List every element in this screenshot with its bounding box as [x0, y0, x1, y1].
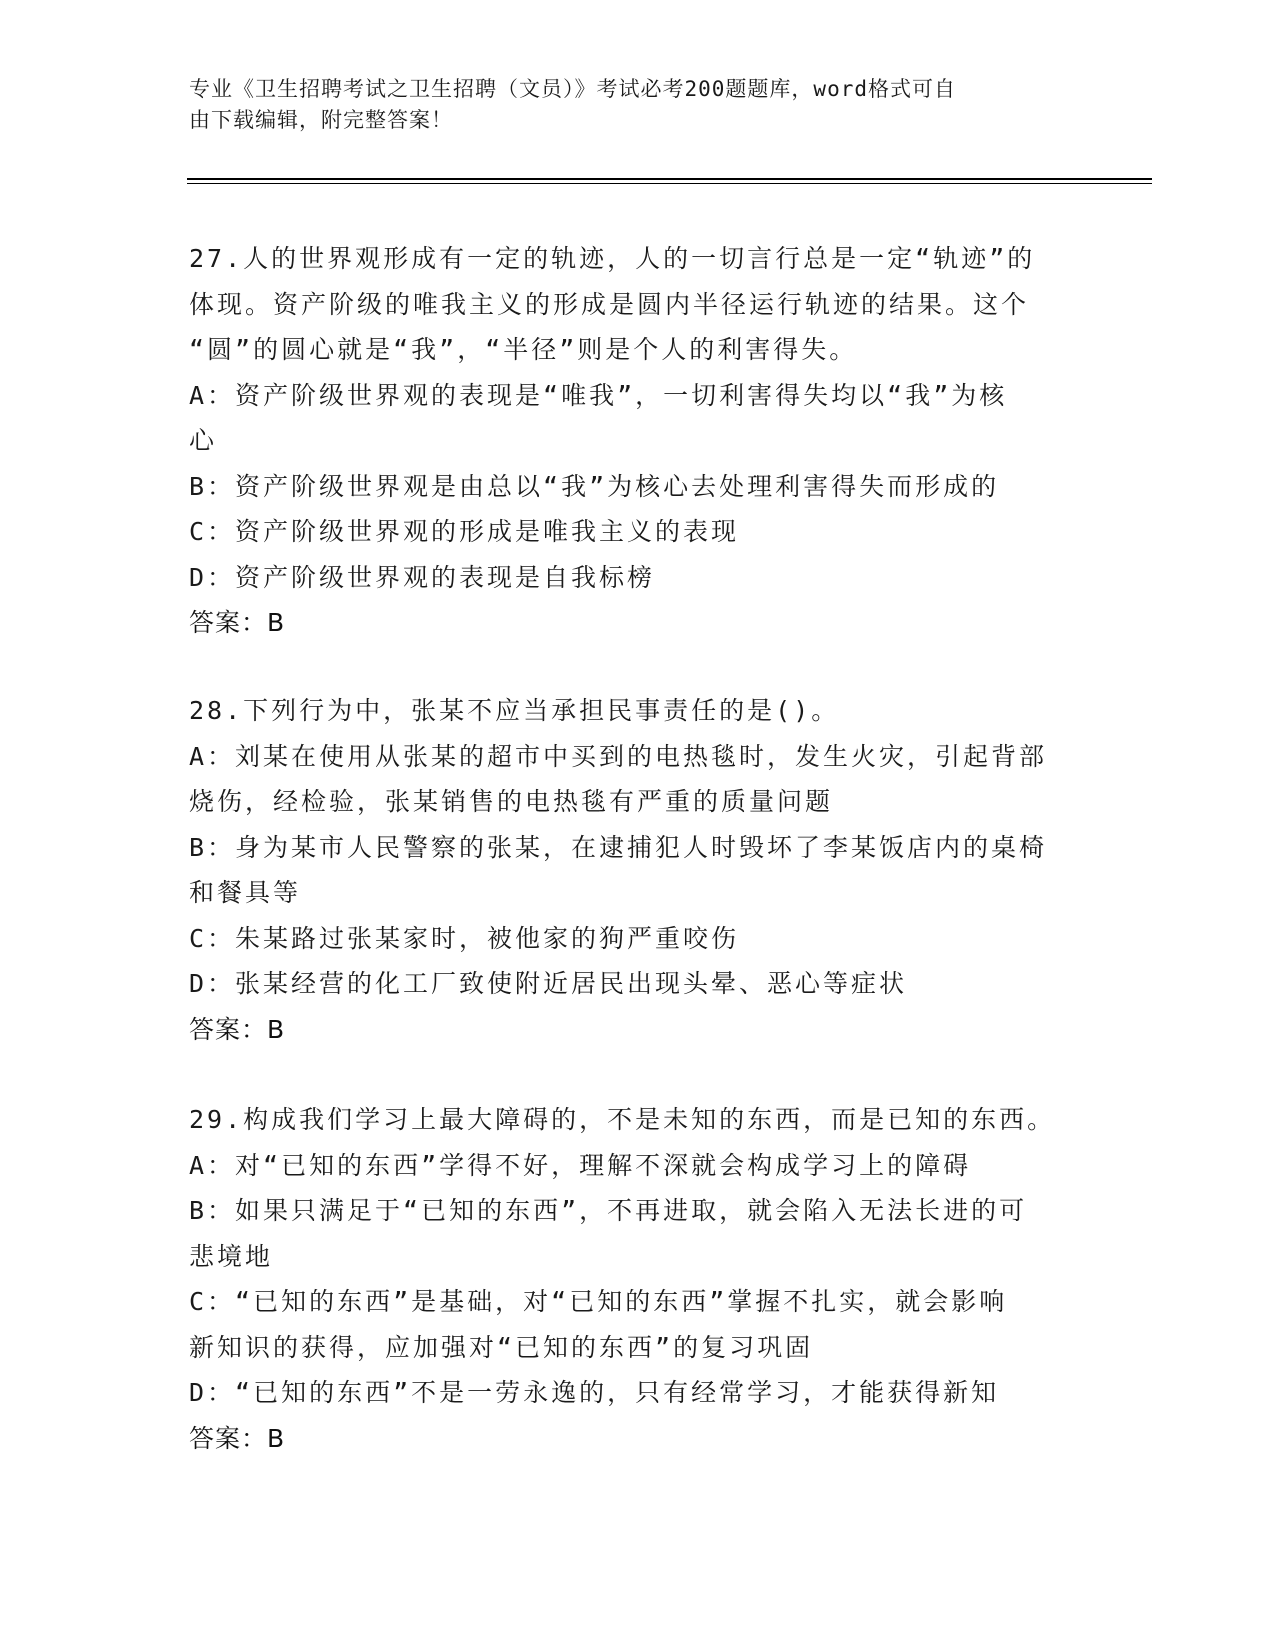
option-a-line: A：刘某在使用从张某的超市中买到的电热毯时，发生火灾，引起背部 [189, 741, 1048, 771]
option-c-line: C：朱某路过张某家时，被他家的狗严重咬伤 [189, 923, 740, 953]
option-a-line: 心 [189, 426, 218, 455]
question-stem-line: 29.构成我们学习上最大障碍的，不是未知的东西，而是已知的东西。 [189, 1105, 1056, 1134]
question-stem-line: 27.人的世界观形成有一定的轨迹，人的一切言行总是一定“轨迹”的 [189, 244, 1036, 273]
answer-label: 答案：B [189, 1423, 286, 1453]
option-b-line: B：资产阶级世界观是由总以“我”为核心去处理利害得失而形成的 [189, 471, 1000, 501]
answer-label: 答案：B [189, 608, 286, 637]
option-b-line: 悲境地 [189, 1241, 274, 1271]
option-c-line: C：资产阶级世界观的形成是唯我主义的表现 [189, 517, 740, 546]
header-line-2: 由下载编辑，附完整答案！ [189, 108, 453, 132]
option-d-line: D：资产阶级世界观的表现是自我标榜 [189, 562, 656, 592]
option-d-line: D：张某经营的化工厂致使附近居民出现头晕、恶心等症状 [189, 969, 908, 998]
question-27 [189, 236, 1089, 646]
question-29 [189, 1097, 1089, 1461]
option-c-line: C：“已知的东西”是基础，对“已知的东西”掌握不扎实，就会影响 [189, 1287, 1008, 1316]
option-b-line: B：身为某市人民警察的张某，在逮捕犯人时毁坏了李某饭店内的桌椅 [189, 832, 1048, 862]
option-b-line: B：如果只满足于“已知的东西”，不再进取，就会陷入无法长进的可 [189, 1196, 1028, 1225]
option-c-line: 新知识的获得，应加强对“已知的东西”的复习巩固 [189, 1332, 814, 1362]
option-d-line: D：“已知的东西”不是一劳永逸的，只有经常学习，才能获得新知 [189, 1378, 1000, 1407]
question-28 [189, 688, 1089, 1052]
header-divider-thin [187, 183, 1152, 184]
option-a-line: A：对“已知的东西”学得不好，理解不深就会构成学习上的障碍 [189, 1150, 972, 1180]
question-stem-line: 体现。资产阶级的唯我主义的形成是圆内半径运行轨迹的结果。这个 [189, 289, 1030, 319]
header-line-1: 专业《卫生招聘考试之卫生招聘（文员）》考试必考200题题库，word格式可自 [189, 77, 956, 101]
question-stem-line: “圆”的圆心就是“我”，“半径”则是个人的利害得失。 [189, 335, 858, 364]
document-header [189, 74, 1089, 136]
question-stem-line: 28.下列行为中，张某不应当承担民事责任的是()。 [189, 696, 840, 725]
header-divider-thick [187, 178, 1152, 180]
answer-label: 答案：B [189, 1014, 286, 1044]
option-b-line: 和餐具等 [189, 878, 302, 907]
option-a-line: 烧伤，经检验，张某销售的电热毯有严重的质量问题 [189, 787, 834, 816]
option-a-line: A：资产阶级世界观的表现是“唯我”，一切利害得失均以“我”为核 [189, 380, 1008, 410]
